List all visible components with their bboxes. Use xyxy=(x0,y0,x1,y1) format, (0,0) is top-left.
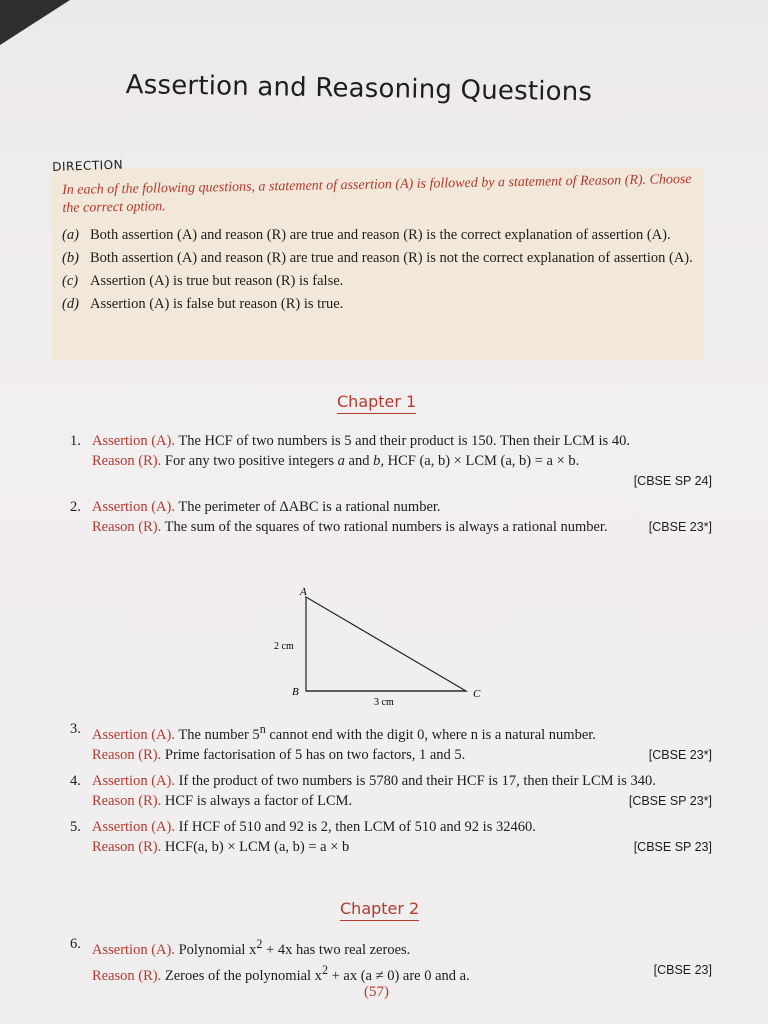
assertion-label: Assertion (A). xyxy=(92,772,175,789)
question-number: 6. xyxy=(70,936,81,952)
reason-label: Reason (R). xyxy=(92,746,162,763)
reason-formula: HCF (a, b) × LCM (a, b) = a × b. xyxy=(387,453,580,469)
question-6 xyxy=(70,934,712,986)
question-number: 5. xyxy=(70,818,81,835)
reason-var-a: a xyxy=(337,453,345,469)
option-label: (a) xyxy=(62,227,79,243)
reason-text: HCF(a, b) × LCM (a, b) = a × b xyxy=(164,838,350,855)
assertion-label: Assertion (A). xyxy=(92,818,175,835)
triangle-abc xyxy=(306,597,466,691)
assertion-text: The perimeter of ΔABC is a rational number. xyxy=(178,499,441,515)
option-label: (d) xyxy=(62,296,79,312)
source-tag: [CBSE SP 23] xyxy=(633,839,712,854)
assertion-superscript: n xyxy=(259,722,266,736)
page-corner-shadow xyxy=(0,0,70,45)
questions-chapter-1 xyxy=(70,431,712,543)
questions-chapter-1-cont xyxy=(70,719,712,863)
side-bc-label: 3 cm xyxy=(374,697,394,708)
direction-instruction: In each of the following questions, a statement of assertion (A) is followed by a statement of Reason (R). Choose the correct option. xyxy=(62,172,692,216)
page-title: Assertion and Reasoning Questions xyxy=(125,70,593,108)
source-tag: [CBSE 23*] xyxy=(648,520,712,534)
reason-text: The sum of the squares of two rational numbers is always a rational number. xyxy=(164,519,608,535)
assertion-text: Polynomial x xyxy=(178,941,257,958)
assertion-label: Assertion (A). xyxy=(92,499,175,515)
side-ab-label: 2 cm xyxy=(274,641,294,652)
reason-superscript: 2 xyxy=(321,962,328,977)
answer-options xyxy=(62,226,696,318)
questions-chapter-2 xyxy=(70,934,712,992)
option-label: (c) xyxy=(62,273,79,289)
chapter-1-heading: Chapter 1 xyxy=(337,392,416,414)
assertion-superscript: 2 xyxy=(256,937,263,951)
assertion-text: If the product of two numbers is 5780 and their HCF is 17, then their LCM is 340. xyxy=(178,772,656,789)
assertion-label: Assertion (A). xyxy=(92,433,175,449)
direction-label: DIRECTION xyxy=(52,157,124,174)
reason-text: HCF is always a factor of LCM. xyxy=(164,792,353,809)
option-label: (b) xyxy=(62,250,79,266)
assertion-text: The HCF of two numbers is 5 and their product is 150. Then their LCM is 40. xyxy=(178,433,630,449)
reason-var-b: b, xyxy=(373,453,384,469)
question-5 xyxy=(70,817,712,857)
assertion-label: Assertion (A). xyxy=(92,941,175,958)
option-c xyxy=(62,272,696,291)
option-b xyxy=(62,249,696,268)
option-text: Assertion (A) is false but reason (R) is true. xyxy=(90,296,344,312)
reason-label: Reason (R). xyxy=(92,453,162,469)
question-4 xyxy=(70,771,712,811)
chapter-2-heading: Chapter 2 xyxy=(340,899,419,921)
triangle-figure xyxy=(270,583,500,713)
source-tag: [CBSE SP 23*] xyxy=(628,793,712,808)
option-a xyxy=(62,226,696,245)
option-text: Assertion (A) is true but reason (R) is false. xyxy=(90,273,344,289)
question-1 xyxy=(70,431,712,491)
question-2 xyxy=(70,497,712,537)
assertion-label: Assertion (A). xyxy=(92,726,175,743)
source-tag: [CBSE 23] xyxy=(653,962,712,977)
question-number: 1. xyxy=(70,433,81,449)
reason-text-cont: + ax (a ≠ 0) are 0 and a. xyxy=(327,967,470,984)
vertex-c-label: C xyxy=(473,688,481,700)
assertion-text: If HCF of 510 and 92 is 2, then LCM of 510 and 92 is 32460. xyxy=(178,818,536,835)
source-tag: [CBSE 23*] xyxy=(648,747,712,762)
reason-label: Reason (R). xyxy=(92,838,162,855)
reason-and: and xyxy=(348,453,370,469)
reason-label: Reason (R). xyxy=(92,792,162,809)
question-number: 4. xyxy=(70,772,81,789)
question-number: 3. xyxy=(70,721,81,737)
reason-text: For any two positive integers xyxy=(164,453,335,469)
option-d xyxy=(62,295,696,314)
page-number: (57) xyxy=(364,984,389,1000)
assertion-text: The number 5 xyxy=(178,726,260,743)
assertion-text-cont: cannot end with the digit 0, where n is a natural number. xyxy=(265,726,596,743)
option-text: Both assertion (A) and reason (R) are true and reason (R) is not the correct explanation of assertion (A). xyxy=(90,250,693,266)
option-text: Both assertion (A) and reason (R) are true and reason (R) is the correct explanation of assertion (A). xyxy=(90,227,671,243)
vertex-a-label: A xyxy=(300,586,307,598)
question-3 xyxy=(70,719,712,765)
reason-text: Prime factorisation of 5 has on two factors, 1 and 5. xyxy=(164,746,466,763)
reason-text: Zeroes of the polynomial x xyxy=(164,967,322,984)
assertion-text-cont: + 4x has two real zeroes. xyxy=(262,941,411,958)
question-number: 2. xyxy=(70,499,81,515)
reason-label: Reason (R). xyxy=(92,519,162,535)
reason-label: Reason (R). xyxy=(92,967,162,984)
vertex-b-label: B xyxy=(292,686,299,698)
source-tag: [CBSE SP 24] xyxy=(633,474,712,488)
